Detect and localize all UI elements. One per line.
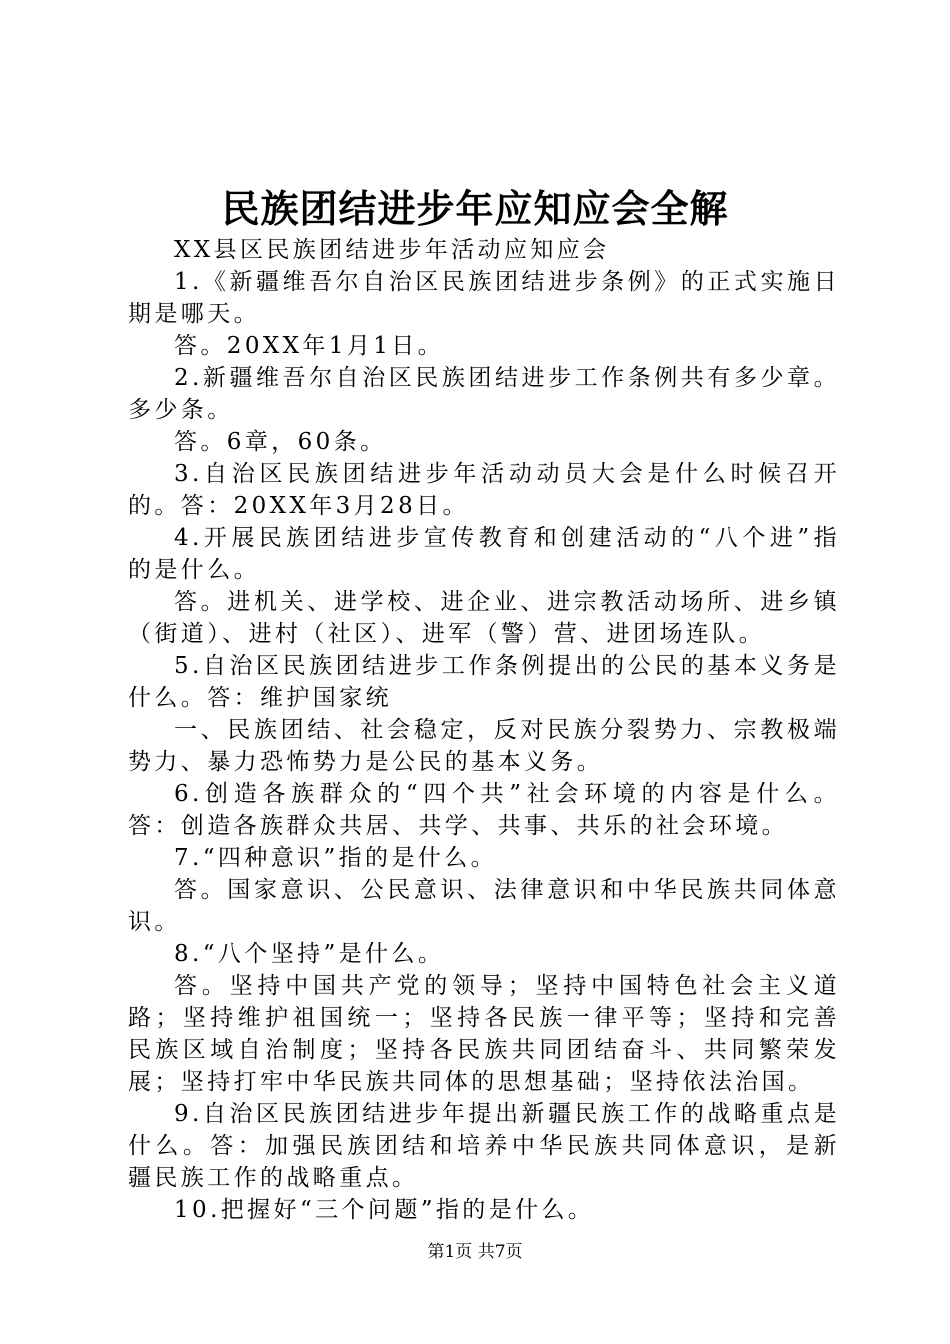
document-body xyxy=(128,234,840,1226)
answer-7: 答。国家意识、公民意识、法律意识和中华民族共同体意识。 xyxy=(128,877,840,935)
question-8: 8.“八个坚持”是什么。 xyxy=(174,941,445,967)
question-2: 2.新疆维吾尔自治区民族团结进步工作条例共有多少章。多少条。 xyxy=(128,365,840,423)
question-answer-5: 5.自治区民族团结进步工作条例提出的公民的基本义务是什么。答：维护国家统 xyxy=(128,653,840,711)
question-4: 4.开展民族团结进步宣传教育和创建活动的“八个进”指的是什么。 xyxy=(128,525,840,583)
question-7: 7.“四种意识”指的是什么。 xyxy=(174,845,498,871)
answer-5-continued: 一、民族团结、社会稳定，反对民族分裂势力、宗教极端势力、暴力恐怖势力是公民的基本义务。 xyxy=(128,717,840,775)
question-10: 10.把握好“三个问题”指的是什么。 xyxy=(174,1197,595,1223)
question-answer-9: 9.自治区民族团结进步年提出新疆民族工作的战略重点是什么。答：加强民族团结和培养中华民族共同体意识，是新疆民族工作的战略重点。 xyxy=(128,1101,840,1191)
answer-8: 答。坚持中国共产党的领导；坚持中国特色社会主义道路；坚持维护祖国统一；坚持各民族一律平等；坚持和完善民族区域自治制度；坚持各民族共同团结奋斗、共同繁荣发展；坚持打牢中华民族共同体的思想基础；坚持依法治国。 xyxy=(128,973,840,1095)
document-title: 民族团结进步年应知应会全解 xyxy=(221,186,729,231)
question-answer-3: 3.自治区民族团结进步年活动动员大会是什么时候召开的。答：20XX年3月28日。 xyxy=(128,461,840,519)
answer-1: 答。20XX年1月1日。 xyxy=(174,333,445,359)
question-answer-6: 6.创造各族群众的“四个共”社会环境的内容是什么。答：创造各族群众共居、共学、共事、共乐的社会环境。 xyxy=(128,781,840,839)
paragraph-subtitle: XX县区民族团结进步年活动应知应会 xyxy=(174,237,610,263)
answer-2: 答。6章，60条。 xyxy=(174,429,387,455)
page-footer: 第1页 共7页 xyxy=(427,1242,523,1262)
question-1: 1.《新疆维吾尔自治区民族团结进步条例》的正式实施日期是哪天。 xyxy=(128,269,840,327)
answer-4: 答。进机关、进学校、进企业、进宗教活动场所、进乡镇（街道）、进村（社区）、进军（警）营、进团场连队。 xyxy=(128,589,840,647)
